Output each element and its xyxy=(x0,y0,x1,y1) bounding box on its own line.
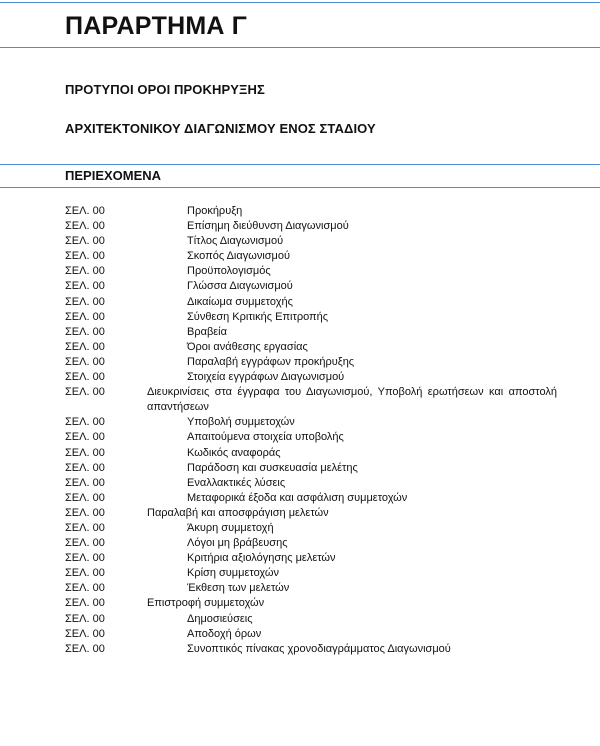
toc-entry-label: Έκθεση των μελετών xyxy=(187,582,290,595)
toc-page-number: ΣΕΛ. 00 xyxy=(65,491,105,504)
toc-entry-label: Άκυρη συμμετοχή xyxy=(187,521,274,534)
toc-page-number: ΣΕΛ. 00 xyxy=(65,506,105,519)
toc-page-number: ΣΕΛ. 00 xyxy=(65,235,105,248)
toc-row xyxy=(65,642,557,657)
toc-entry-label: Στοιχεία εγγράφων Διαγωνισμού xyxy=(187,371,345,384)
document-subtitle-line-2: ΑΡΧΙΤΕΚΤΟΝΙΚΟΥ ΔΙΑΓΩΝΙΣΜΟΥ ΕΝΟΣ ΣΤΑΔΙΟΥ xyxy=(65,121,376,136)
toc-entry-label: Απαιτούμενα στοιχεία υποβολής xyxy=(187,431,344,444)
toc-page-number: ΣΕΛ. 00 xyxy=(65,220,105,233)
toc-row xyxy=(65,249,557,264)
toc-entry-label: Εναλλακτικές λύσεις xyxy=(187,476,286,489)
toc-page-number: ΣΕΛ. 00 xyxy=(65,552,105,565)
toc-row xyxy=(65,340,557,355)
toc-entry-label: Μεταφορικά έξοδα και ασφάλιση συμμετοχών xyxy=(187,491,408,504)
title-rule xyxy=(0,47,600,48)
toc-row xyxy=(65,627,557,642)
toc-page-number: ΣΕΛ. 00 xyxy=(65,250,105,263)
toc-page-number: ΣΕΛ. 00 xyxy=(65,416,105,429)
toc-row xyxy=(65,310,557,325)
toc-row xyxy=(65,204,557,219)
toc-page-number: ΣΕΛ. 00 xyxy=(65,325,105,338)
toc-row xyxy=(65,325,557,340)
toc-page-number: ΣΕΛ. 00 xyxy=(65,205,105,217)
toc-page-number: ΣΕΛ. 00 xyxy=(65,265,105,278)
toc-page-number: ΣΕΛ. 00 xyxy=(65,431,105,444)
toc-page-number: ΣΕΛ. 00 xyxy=(65,597,105,610)
toc-entry-label: Συνοπτικός πίνακας χρονοδιαγράμματος Διαγωνισμού xyxy=(187,642,451,655)
toc-entry-label: Όροι ανάθεσης εργασίας xyxy=(187,340,308,353)
appendix-title: ΠΑΡΑΡΤΗΜΑ Γ xyxy=(65,12,248,40)
toc-row xyxy=(65,219,557,234)
toc-entry-label: Αποδοχή όρων xyxy=(187,627,262,640)
toc-page-number: ΣΕΛ. 00 xyxy=(65,582,105,595)
toc-row xyxy=(65,551,557,566)
toc-row xyxy=(65,370,557,385)
toc-entry-label: Επιστροφή συμμετοχών xyxy=(147,597,265,610)
toc-entry-label: Παράδοση και συσκευασία μελέτης xyxy=(187,461,358,474)
toc-entry-label: Σκοπός Διαγωνισμού xyxy=(187,250,291,263)
toc-row xyxy=(65,506,557,521)
toc-entry-label: Δικαίωμα συμμετοχής xyxy=(187,295,293,308)
toc-page-number: ΣΕΛ. 00 xyxy=(65,371,105,384)
toc-entry-label: Υποβολή συμμετοχών xyxy=(187,416,295,429)
toc-row xyxy=(65,295,557,310)
toc-page-number: ΣΕΛ. 00 xyxy=(65,355,105,368)
toc-entry-label: Βραβεία xyxy=(187,325,227,338)
toc-row xyxy=(65,264,557,279)
toc-row xyxy=(65,491,557,506)
toc-row xyxy=(65,566,557,581)
table-of-contents xyxy=(65,204,557,657)
toc-page-number: ΣΕΛ. 00 xyxy=(65,627,105,640)
document-subtitle-line-1: ΠΡΟΤΥΠΟΙ ΟΡΟΙ ΠΡΟΚΗΡΥΞΗΣ xyxy=(65,82,265,97)
toc-entry-label: Προκήρυξη xyxy=(187,205,243,217)
toc-entry-label: Προϋπολογισμός xyxy=(187,265,271,278)
toc-page-number: ΣΕΛ. 00 xyxy=(65,340,105,353)
toc-page-number: ΣΕΛ. 00 xyxy=(65,567,105,580)
toc-page-number: ΣΕΛ. 00 xyxy=(65,386,105,399)
toc-row xyxy=(65,536,557,551)
toc-entry-label: Επίσημη διεύθυνση Διαγωνισμού xyxy=(187,220,349,233)
toc-page-number: ΣΕΛ. 00 xyxy=(65,446,105,459)
toc-entry-label: Παραλαβή και αποσφράγιση μελετών xyxy=(147,506,329,519)
toc-row xyxy=(65,234,557,249)
toc-row xyxy=(65,385,557,415)
toc-page-number: ΣΕΛ. 00 xyxy=(65,521,105,534)
toc-row xyxy=(65,430,557,445)
toc-page-number: ΣΕΛ. 00 xyxy=(65,310,105,323)
toc-page-number: ΣΕΛ. 00 xyxy=(65,461,105,474)
toc-entry-label: Κριτήρια αξιολόγησης μελετών xyxy=(187,552,336,565)
toc-row xyxy=(65,461,557,476)
toc-row xyxy=(65,612,557,627)
toc-row xyxy=(65,355,557,370)
toc-entry-label: Κρίση συμμετοχών xyxy=(187,567,279,580)
toc-row xyxy=(65,596,557,611)
section-top-rule xyxy=(0,164,600,165)
toc-page-number: ΣΕΛ. 00 xyxy=(65,476,105,489)
toc-page-number: ΣΕΛ. 00 xyxy=(65,280,105,293)
toc-row xyxy=(65,521,557,536)
contents-heading: ΠΕΡΙΕΧΟΜΕΝΑ xyxy=(65,168,162,183)
toc-entry-label: Σύνθεση Κριτικής Επιτροπής xyxy=(187,310,329,323)
toc-entry-label: Διευκρινίσεις στα έγγραφα του Διαγωνισμού, Υποβολή ερωτήσεων και αποστολή απαντήσεων xyxy=(147,386,557,414)
toc-page-number: ΣΕΛ. 00 xyxy=(65,537,105,550)
toc-row xyxy=(65,476,557,491)
toc-row xyxy=(65,581,557,596)
toc-page-number: ΣΕΛ. 00 xyxy=(65,295,105,308)
toc-entry-label: Τίτλος Διαγωνισμού xyxy=(187,235,284,248)
toc-entry-label: Κωδικός αναφοράς xyxy=(187,446,281,459)
toc-row xyxy=(65,279,557,294)
section-bottom-rule xyxy=(0,187,600,188)
toc-entry-label: Γλώσσα Διαγωνισμού xyxy=(187,280,293,293)
toc-row xyxy=(65,415,557,430)
toc-row xyxy=(65,446,557,461)
toc-entry-label: Λόγοι μη βράβευσης xyxy=(187,537,288,550)
top-rule xyxy=(0,2,600,3)
toc-page-number: ΣΕΛ. 00 xyxy=(65,642,105,655)
toc-entry-label: Παραλαβή εγγράφων προκήρυξης xyxy=(187,355,355,368)
toc-entry-label: Δημοσιεύσεις xyxy=(187,612,253,625)
toc-page-number: ΣΕΛ. 00 xyxy=(65,612,105,625)
